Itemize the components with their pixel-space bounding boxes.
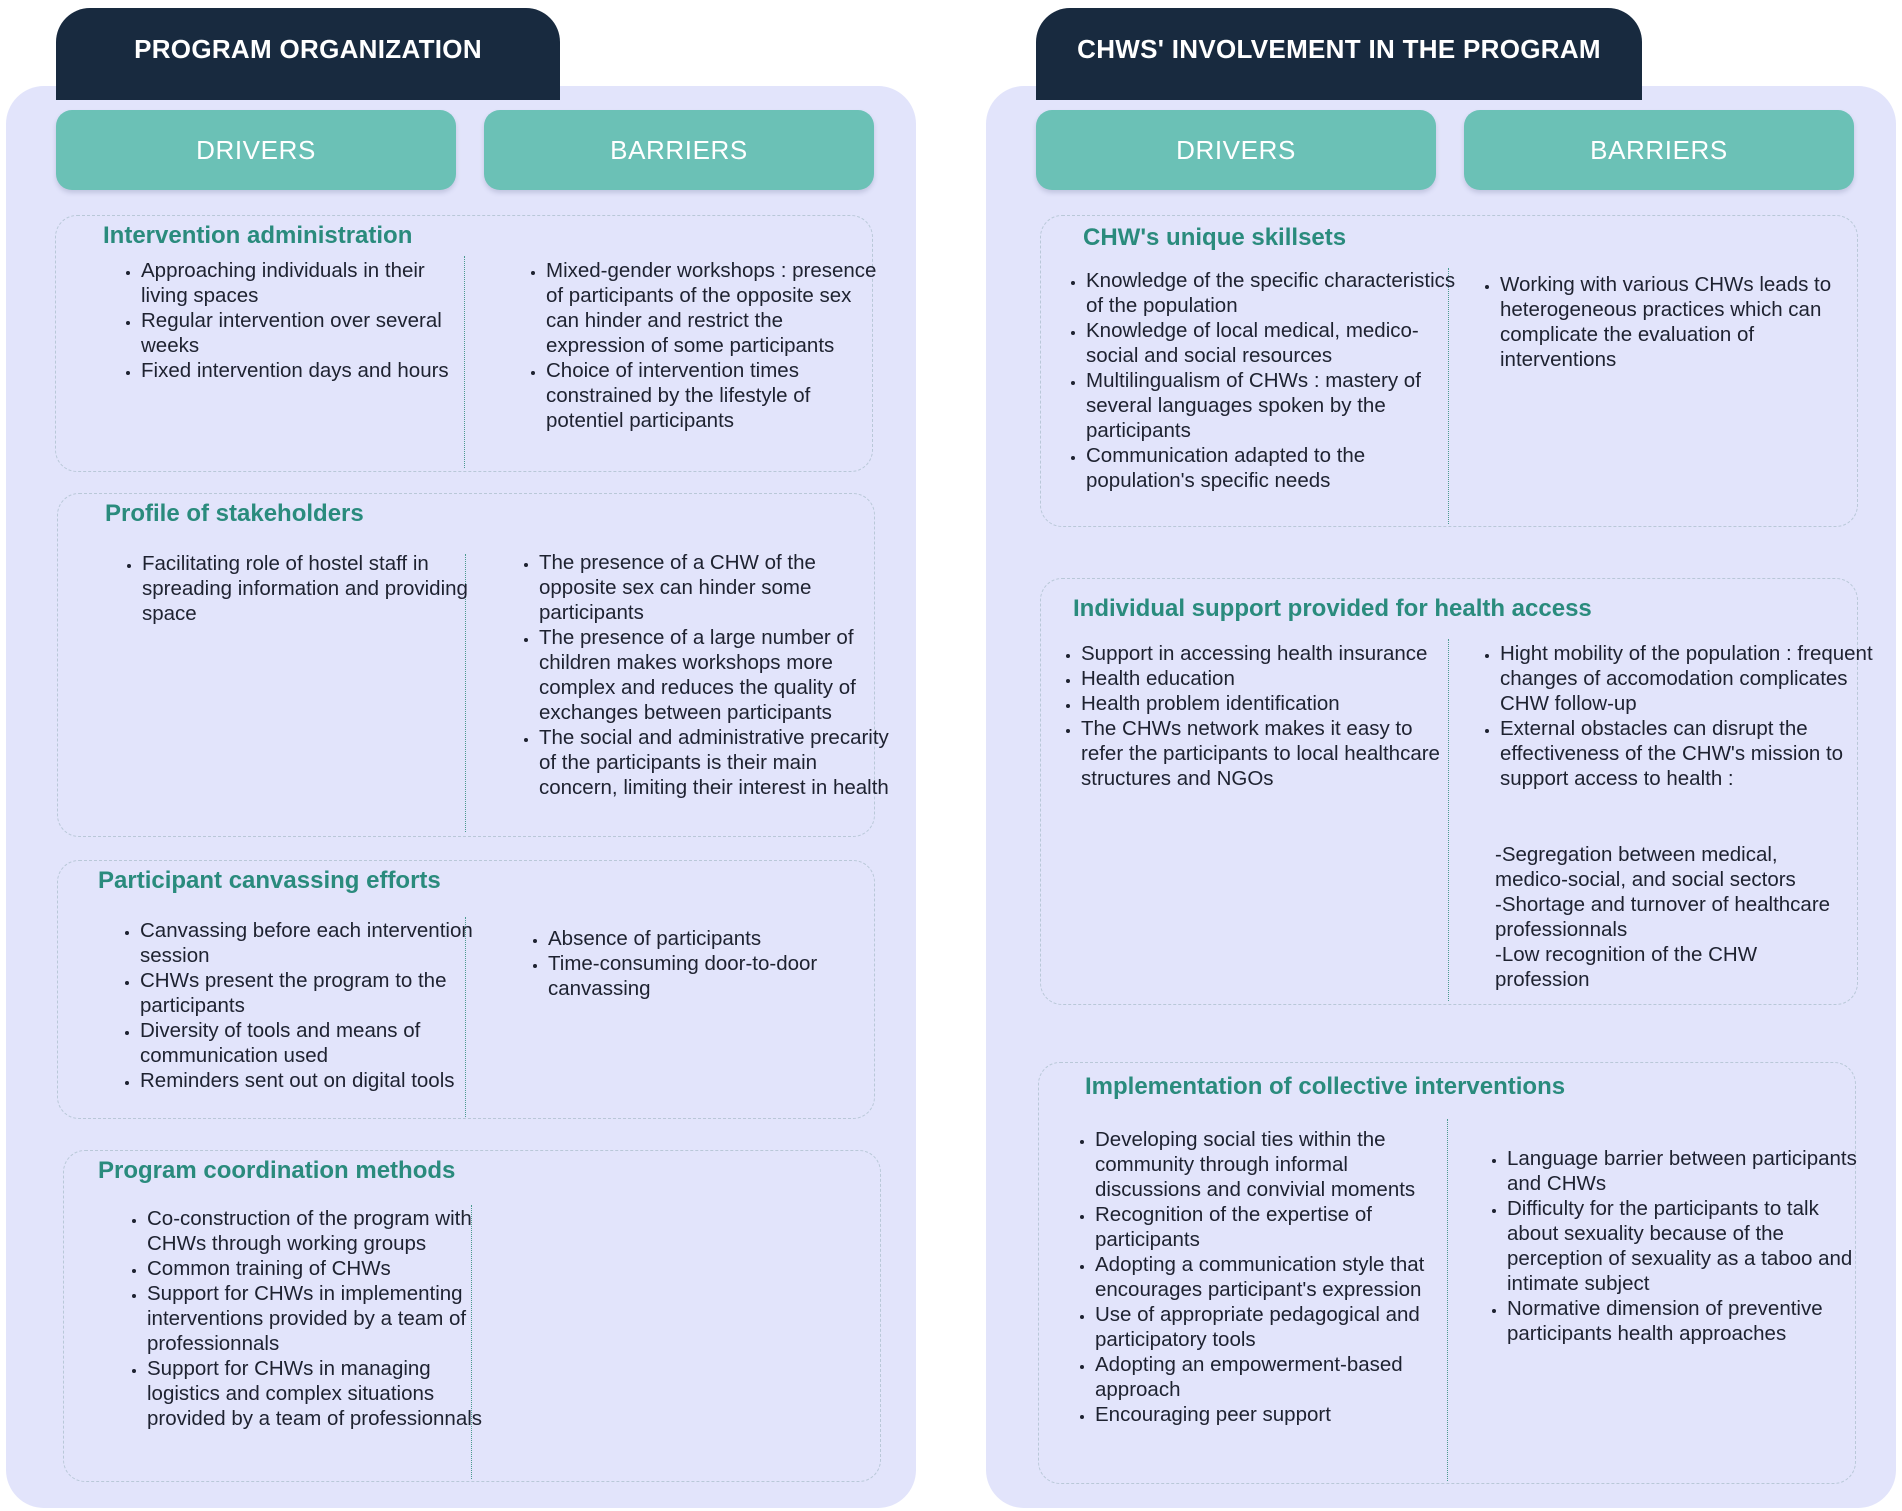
list-item: • Regular intervention over several weeks	[141, 308, 471, 358]
left-drivers-header: DRIVERS	[56, 110, 456, 190]
list-item: • Working with various CHWs leads to heterogeneous practices which can complicate the evaluation of interventions	[1500, 272, 1875, 372]
list-item: • Support for CHWs in implementing interventions provided by a team of professionnals	[147, 1281, 502, 1356]
list-item: • Adopting a communication style that encourages participant's expression	[1095, 1252, 1455, 1302]
section-title: Profile of stakeholders	[105, 500, 364, 527]
list-item: • Common training of CHWs	[147, 1256, 502, 1281]
barriers-list	[520, 926, 893, 1001]
list-item: • Co-construction of the program with CHWs through working groups	[147, 1206, 502, 1256]
list-item: • Absence of participants	[548, 926, 893, 951]
section-participant-canvassing-efforts	[57, 860, 875, 1119]
list-item: • The presence of a CHW of the opposite sex can hinder some participants	[539, 550, 891, 625]
list-item: • Adopting an empowerment-based approach	[1095, 1352, 1455, 1402]
list-item: • Knowledge of the specific characteristics of the population	[1086, 268, 1456, 318]
list-item: • Time-consuming door-to-door canvassing	[548, 951, 893, 1001]
list-item: • Hight mobility of the population : frequent changes of accomodation complicates CHW follow-up	[1500, 641, 1875, 716]
section-individual-support-health-access	[1040, 578, 1873, 1005]
list-item: • Health education	[1081, 666, 1456, 691]
list-item: • Recognition of the expertise of participants	[1095, 1202, 1455, 1252]
list-item: • The social and administrative precarity of the participants is their main concern, limiting their interest in health	[539, 725, 891, 800]
sub-item: -Segregation between medical, medico-social, and social sectors	[1495, 843, 1796, 891]
list-item: • Choice of intervention times constrained by the lifestyle of potentiel participants	[546, 358, 886, 433]
program-organization-header: PROGRAM ORGANIZATION	[56, 8, 560, 100]
list-item: • Canvassing before each intervention session	[140, 918, 475, 968]
section-chw-unique-skillsets	[1040, 215, 1858, 527]
list-item: • Normative dimension of preventive participants health approaches	[1507, 1296, 1872, 1346]
list-item-text: External obstacles can disrupt the effectiveness of the CHW's mission to support access to health :	[1500, 717, 1844, 790]
barriers-list	[1472, 641, 1875, 791]
list-item: • The presence of a large number of children makes workshops more complex and reduces the quality of exchanges between participants	[539, 625, 891, 725]
drivers-list	[113, 258, 471, 383]
drivers-list	[1067, 1127, 1455, 1427]
right-drivers-header: DRIVERS	[1036, 110, 1436, 190]
section-program-coordination-methods	[63, 1150, 881, 1482]
sub-item: -Low recognition of the CHW profession	[1495, 943, 1758, 991]
barriers-list	[511, 550, 891, 800]
list-item: • Mixed-gender workshops : presence of participants of the opposite sex can hinder and restrict the expression of some participants	[546, 258, 886, 358]
sub-obstacles-list	[1495, 842, 1855, 992]
list-item: • Knowledge of local medical, medico-social and social resources	[1086, 318, 1456, 368]
section-title: Intervention administration	[103, 222, 413, 249]
drivers-list	[114, 551, 472, 626]
list-item: • The CHWs network makes it easy to refer the participants to local healthcare structures and NGOs	[1081, 716, 1456, 791]
list-item: • Facilitating role of hostel staff in spreading information and providing space	[142, 551, 472, 626]
drivers-list	[112, 918, 475, 1093]
right-barriers-header: BARRIERS	[1464, 110, 1854, 190]
list-item	[1500, 716, 1875, 791]
list-item: • Support for CHWs in managing logistics and complex situations provided by a team of professionnals	[147, 1356, 502, 1431]
section-title: Program coordination methods	[98, 1157, 456, 1184]
list-item: • Fixed intervention days and hours	[141, 358, 471, 383]
barriers-list	[518, 258, 886, 433]
list-item: • Developing social ties within the community through informal discussions and convivial moments	[1095, 1127, 1455, 1202]
list-item: • CHWs present the program to the participants	[140, 968, 475, 1018]
section-title: Individual support provided for health access	[1073, 595, 1592, 622]
left-barriers-header: BARRIERS	[484, 110, 874, 190]
section-title: CHW's unique skillsets	[1083, 224, 1347, 251]
section-title: Participant canvassing efforts	[98, 867, 441, 894]
list-item: • Approaching individuals in their living spaces	[141, 258, 471, 308]
list-item: • Support in accessing health insurance	[1081, 641, 1456, 666]
list-item: • Multilingualism of CHWs : mastery of several languages spoken by the participants	[1086, 368, 1456, 443]
list-item: • Health problem identification	[1081, 691, 1456, 716]
drivers-list	[119, 1206, 502, 1431]
drivers-list	[1053, 641, 1456, 791]
barriers-list	[1472, 272, 1875, 372]
list-item: • Encouraging peer support	[1095, 1402, 1455, 1427]
section-profile-of-stakeholders	[57, 493, 889, 837]
list-item: • Communication adapted to the population's specific needs	[1086, 443, 1456, 493]
list-item: • Reminders sent out on digital tools	[140, 1068, 475, 1093]
section-intervention-administration	[55, 215, 877, 472]
list-item: • Language barrier between participants and CHWs	[1507, 1146, 1872, 1196]
sub-item: -Shortage and turnover of healthcare professionnals	[1495, 893, 1831, 941]
section-title: Implementation of collective interventions	[1085, 1073, 1566, 1100]
list-item: • Diversity of tools and means of communication used	[140, 1018, 475, 1068]
drivers-list	[1058, 268, 1456, 493]
barriers-list	[1479, 1146, 1872, 1346]
chws-involvement-header: CHWS' INVOLVEMENT IN THE PROGRAM	[1036, 8, 1642, 100]
section-implementation-collective-interventions	[1038, 1062, 1856, 1484]
list-item: • Use of appropriate pedagogical and participatory tools	[1095, 1302, 1455, 1352]
list-item: • Difficulty for the participants to talk about sexuality because of the perception of sexuality as a taboo and intimate subject	[1507, 1196, 1872, 1296]
